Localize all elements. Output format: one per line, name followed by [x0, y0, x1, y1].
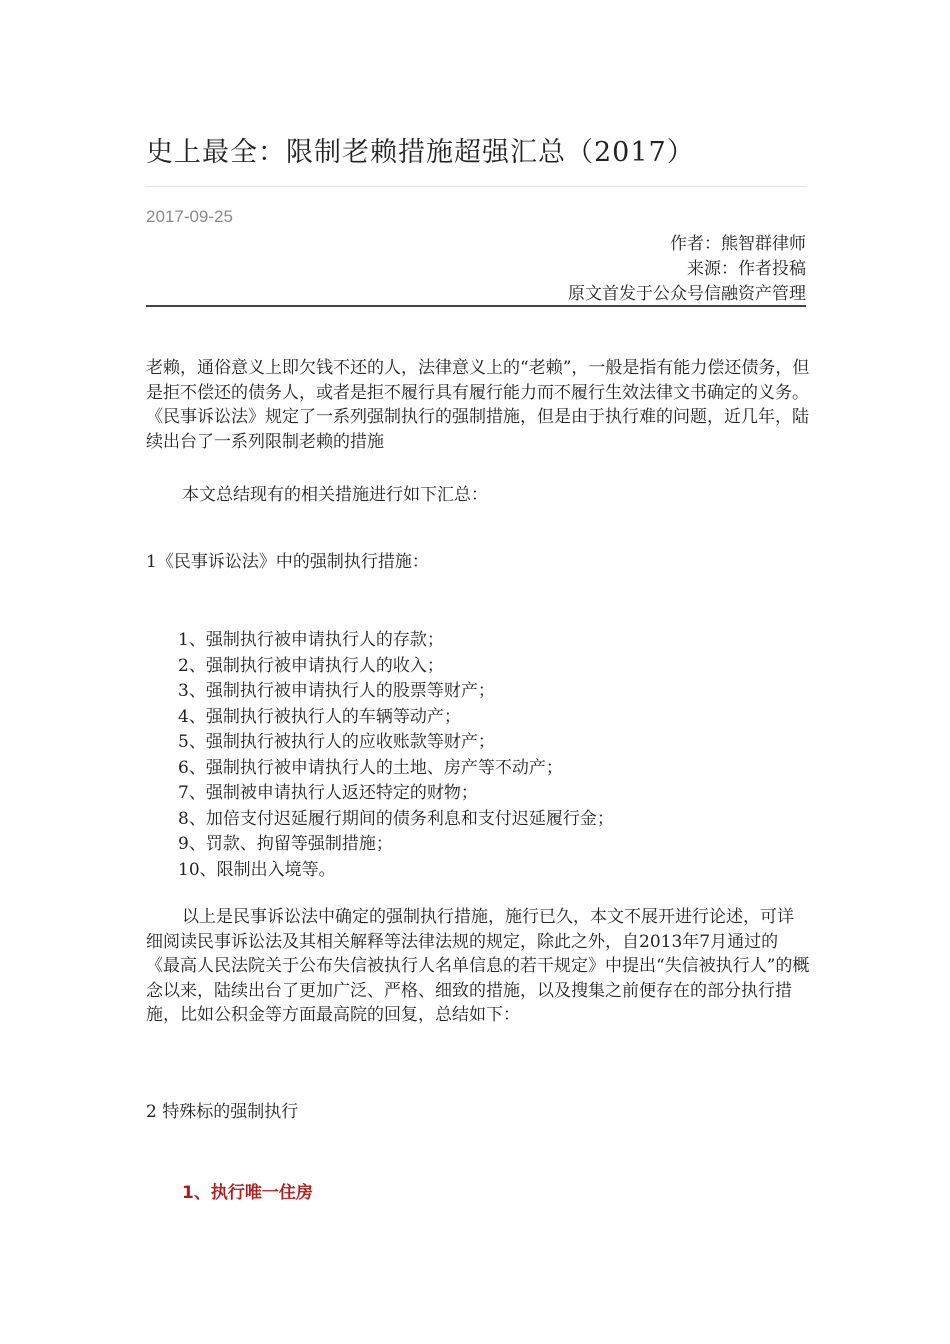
list-item: 8、加倍支付迟延履行期间的债务利息和支付迟延履行金；: [178, 808, 614, 829]
enforcement-measures-list: [178, 628, 614, 883]
list-item: 3、强制执行被申请执行人的股票等财产；: [178, 681, 495, 701]
sub-heading-unique-housing: 1、执行唯一住房: [182, 1183, 313, 1203]
summary-paragraph: 本文总结现有的相关措施进行如下汇总：: [182, 485, 488, 505]
article-meta: [568, 232, 806, 307]
section-heading-2: 2 特殊标的强制执行: [146, 1102, 299, 1122]
list-item: 4、强制执行被执行人的车辆等动产；: [178, 706, 461, 727]
section-heading-1: 1《民事诉讼法》中的强制执行措施：: [146, 552, 429, 572]
meta-divider: [146, 305, 806, 307]
title-divider: [146, 186, 806, 187]
list-item: 6、强制执行被申请执行人的土地、房产等不动产；: [178, 757, 563, 778]
article-author: 作者：熊智群律师: [670, 234, 806, 254]
list-item: 10、限制出入境等。: [178, 859, 336, 880]
article-date: 2017-09-25: [146, 207, 233, 226]
article-title: 史上最全：限制老赖措施超强汇总（2017）: [146, 137, 695, 168]
after-list-paragraph: 以上是民事诉讼法中确定的强制执行措施，施行已久，本文不展开进行论述，可详细阅读民事诉讼法及其相关解释等法律法规的规定，除此之外，自2013年7月通过的《最高人民法院关于公布失信被执行人名单信息的若干规定》中提出“失信被执行人”的概念以来，陆续出台了更加广泛、严格、细致的措施，以及搜集之前便存在的部分执行措施，比如公积金等方面最高院的回复，总结如下：: [146, 907, 810, 1025]
article-origin: 原文首发于公众号信融资产管理: [568, 284, 806, 304]
list-item: 9、罚款、拘留等强制措施；: [178, 834, 393, 854]
intro-paragraph: 老赖，通俗意义上即欠钱不还的人，法律意义上的“老赖”，一般是指有能力偿还债务，但是拒不偿还的债务人，或者是拒不履行具有履行能力而不履行生效法律文书确定的义务。《民事诉讼法》规定了一系列强制执行的强制措施，但是由于执行难的问题，近几年，陆续出台了一系列限制老赖的措施: [146, 358, 810, 452]
list-item: 2、强制执行被申请执行人的收入；: [178, 655, 444, 676]
list-item: 1、强制执行被申请执行人的存款；: [178, 630, 444, 650]
list-item: 5、强制执行被执行人的应收账款等财产；: [178, 732, 495, 752]
article-source: 来源：作者投稿: [687, 259, 806, 279]
list-item: 7、强制被申请执行人返还特定的财物；: [178, 783, 478, 803]
